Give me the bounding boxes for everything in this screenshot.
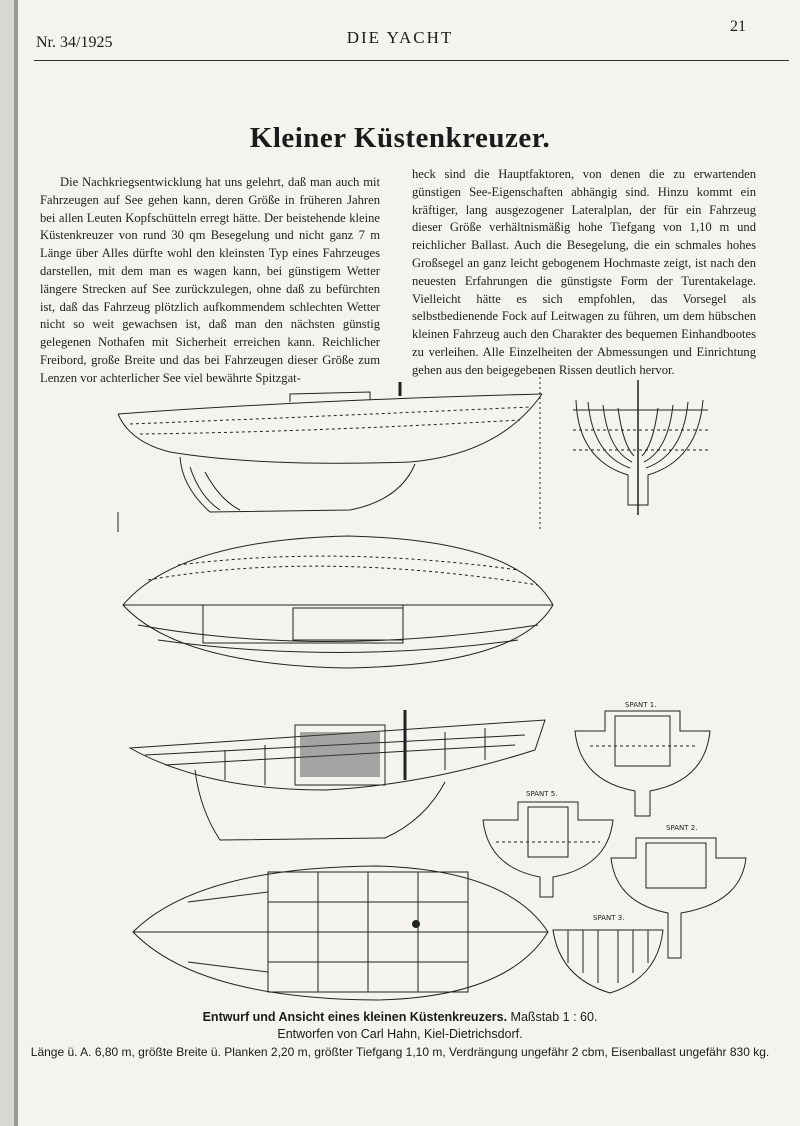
- issue-number: Nr. 34/1925: [36, 34, 113, 51]
- caption-dimensions: Länge ü. A. 6,80 m, größte Breite ü. Planken 2,20 m, größter Tiefgang 1,10 m, Verdrängung ungefähr 2 cbm, Eisenballast ungefähr 830 kg.: [30, 1045, 770, 1059]
- figure-caption-title: [0, 1010, 800, 1024]
- caption-title: Entwurf und Ansicht eines kleinen Küstenkreuzers.: [202, 1010, 508, 1024]
- magazine-title: DIE YACHT: [346, 28, 454, 47]
- article-column-right: heck sind die Hauptfaktoren, von denen die zu erwartenden günstigen See-Eigenschaften abhängig sind. Hinzu kommt ein kräftiger, lang ausgezogener Lateralplan, der für ein Fahrzeug dieser Größe verhältnismäßig hohe Tiefgang von 1,10 m und reichlicher Ballast. Auch die Besegelung, die ein schmales hohes Großsegel an ganz leicht gebogenem Hochmaste zeigt, ist nach den neuesten Erfahrungen die günstigste Form der Turentakelage. Vielleicht hätte es sich empfohlen, das Vorsegel als selbstbedienende Fock auf Leitwagen zu führen, um dem hübschen kleinen Fahrzeug auch den Charakter des bequemen Einhandbootes zu verleihen. Alle Einzelheiten der Abmessungen und Einrichtung gehen aus den beigegebenen Rissen deutlich hervor.: [412, 167, 756, 377]
- deck-plan-drawing: [118, 530, 558, 670]
- frame-label-5: SPANT 5.: [526, 790, 558, 798]
- article-column-left: Die Nachkriegsentwicklung hat uns gelehrt, daß man auch mit Fahrzeugen auf See gehen kann, deren Größe in früheren Jahren bei allen Leuten Kopfschütteln erregt hätte. Der beistehende kleine Küstenkreuzer von rund 30 qm Besegelung und nicht ganz 7 m Länge über Alles dürfte wohl den kleinsten Typ eines Fahrzeuges darstellen, mit dem man es wagen kann, bei günstigem Wetter längere Strecken auf See zurückzulegen, ohne daß zu befürchten ist, daß das Fahrzeug plötzlich aufkommendem schlechten Wetter nicht so weit gewachsen ist, daß man den nächsten günstig gelegenen Nothafen mit Sicherheit erreichen kann. Reichlicher Freibord, große Breite und das bei Fahrzeugen dieser Größe zum Lenzen vor achterlicher See viel bewährte Spitzgat-: [40, 175, 380, 385]
- frame-label-1: SPANT 1.: [625, 701, 657, 709]
- page-number: 21: [730, 18, 746, 35]
- frame-section-3: [548, 908, 668, 998]
- caption-scale: Maßstab 1 : 60.: [510, 1010, 598, 1024]
- body-plan-drawing: [568, 380, 718, 520]
- sheer-plan-drawing: [110, 372, 550, 532]
- caption-designer: Entworfen von Carl Hahn, Kiel-Dietrichsdorf.: [277, 1027, 523, 1041]
- frame-label-2: SPANT 2.: [666, 824, 698, 832]
- article-title: Kleiner Küstenkreuzer.: [249, 122, 551, 154]
- header-rule: [34, 60, 789, 61]
- frame-label-3: SPANT 3.: [593, 914, 625, 922]
- frame-section-5: [478, 782, 618, 912]
